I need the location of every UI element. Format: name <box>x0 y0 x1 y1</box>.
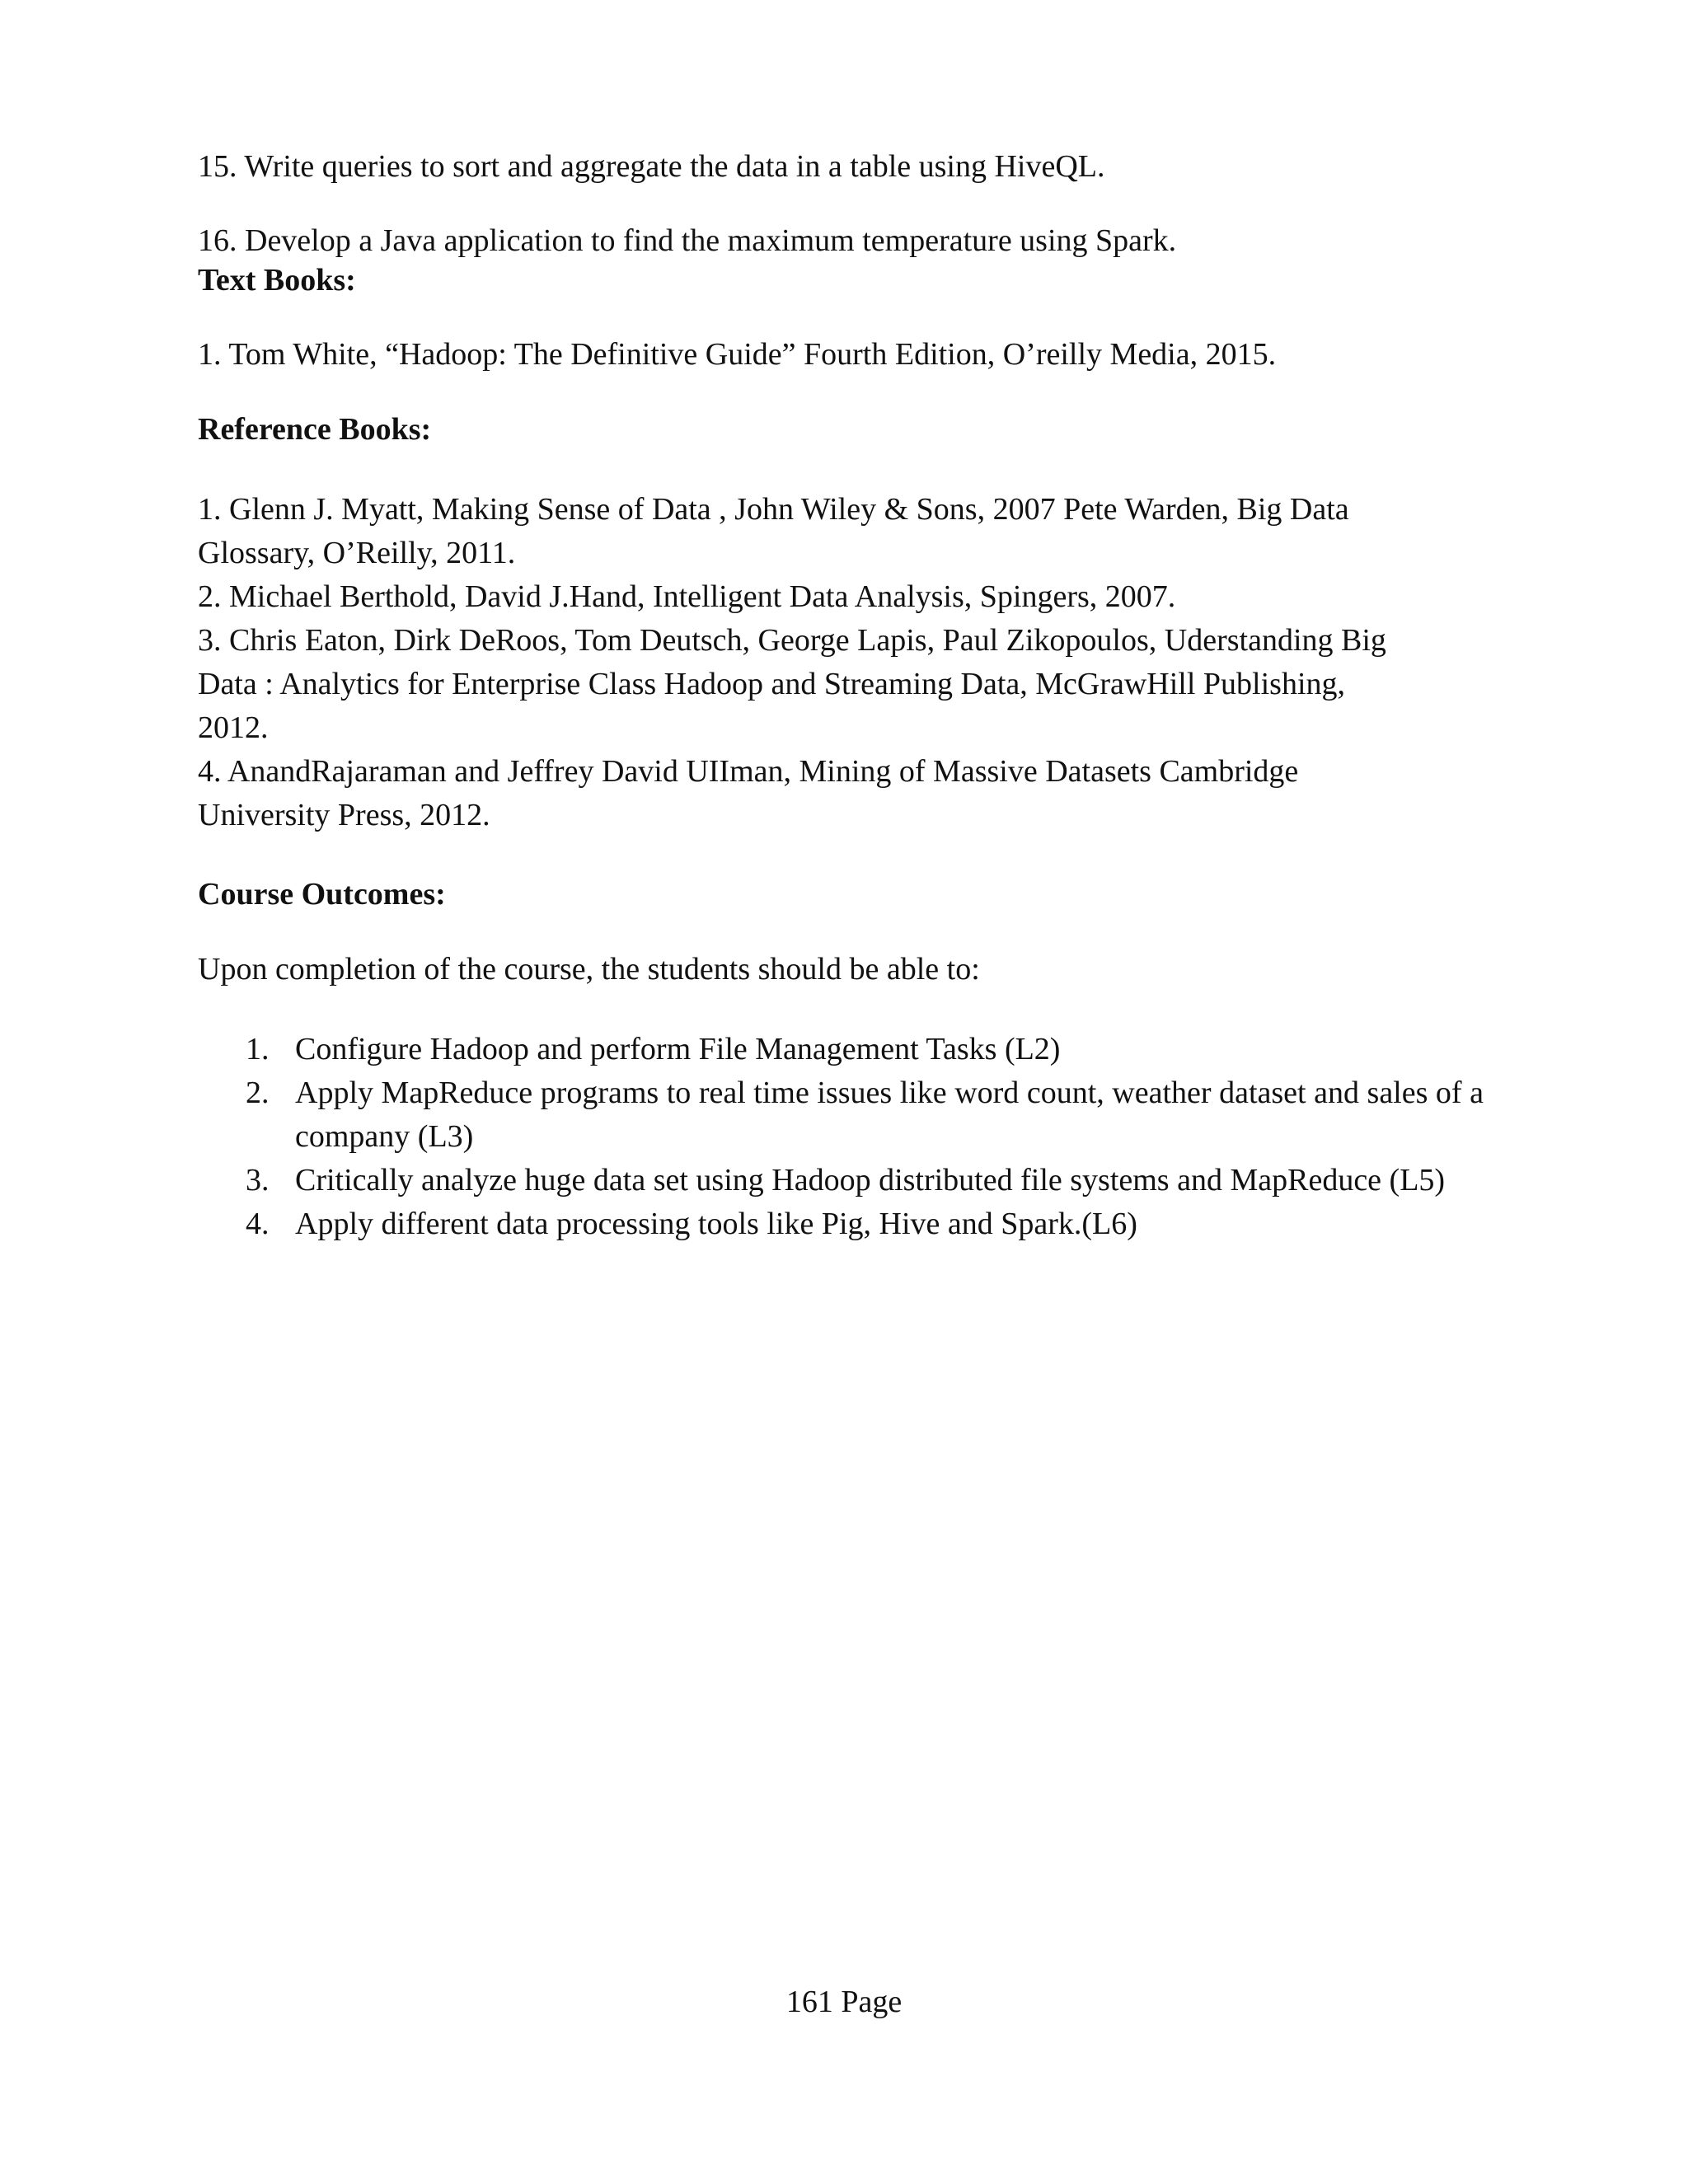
course-outcomes-intro: Upon completion of the course, the students should be able to: <box>198 952 980 987</box>
reference-line: 4. AnandRajaraman and Jeffrey David UIIman, Mining of Massive Datasets Cambridge <box>198 754 1299 789</box>
outcome-item <box>198 1028 1484 1071</box>
outcome-item <box>198 1159 1484 1202</box>
outcome-text: Critically analyze huge data set using Hadoop distributed file systems and MapReduce (L5) <box>295 1163 1446 1197</box>
text-books-heading: Text Books: <box>198 263 356 298</box>
reference-line: 2. Michael Berthold, David J.Hand, Intelligent Data Analysis, Spingers, 2007. <box>198 579 1176 614</box>
outcome-text: Apply different data processing tools like Pig, Hive and Spark.(L6) <box>295 1207 1137 1241</box>
page-number: 161 Page <box>785 1985 903 2019</box>
reference-line: Glossary, O’Reilly, 2011. <box>198 536 516 570</box>
reference-line: 3. Chris Eaton, Dirk DeRoos, Tom Deutsch, George Lapis, Paul Zikopoulos, Uderstanding Big <box>198 623 1386 658</box>
lab-item-15: 15. Write queries to sort and aggregate the data in a table using HiveQL. <box>198 149 1105 184</box>
course-outcomes-heading: Course Outcomes: <box>198 877 446 912</box>
lab-item-16: 16. Develop a Java application to find the maximum temperature using Spark. <box>198 223 1177 258</box>
outcome-number: 4. <box>246 1207 270 1241</box>
outcome-text: Configure Hadoop and perform File Management Tasks (L2) <box>295 1032 1061 1066</box>
outcome-number: 1. <box>246 1032 270 1066</box>
reference-line: 2012. <box>198 710 269 745</box>
reference-line: Data : Analytics for Enterprise Class Hadoop and Streaming Data, McGrawHill Publishing, <box>198 667 1346 701</box>
course-outcomes-list <box>198 1028 1484 1246</box>
reference-books-list <box>198 488 1484 837</box>
outcome-text: Apply MapReduce programs to real time issues like word count, weather dataset and sales of a company (L3) <box>295 1076 1484 1154</box>
reference-line: 1. Glenn J. Myatt, Making Sense of Data , John Wiley & Sons, 2007 Pete Warden, Big Data <box>198 492 1349 527</box>
outcome-item <box>198 1071 1484 1159</box>
outcome-number: 2. <box>246 1076 270 1110</box>
reference-books-heading: Reference Books: <box>198 412 432 447</box>
text-book-item: 1. Tom White, “Hadoop: The Definitive Guide” Fourth Edition, O’reilly Media, 2015. <box>198 337 1277 372</box>
outcome-number: 3. <box>246 1163 270 1197</box>
outcome-item <box>198 1202 1484 1246</box>
reference-line: University Press, 2012. <box>198 798 490 832</box>
